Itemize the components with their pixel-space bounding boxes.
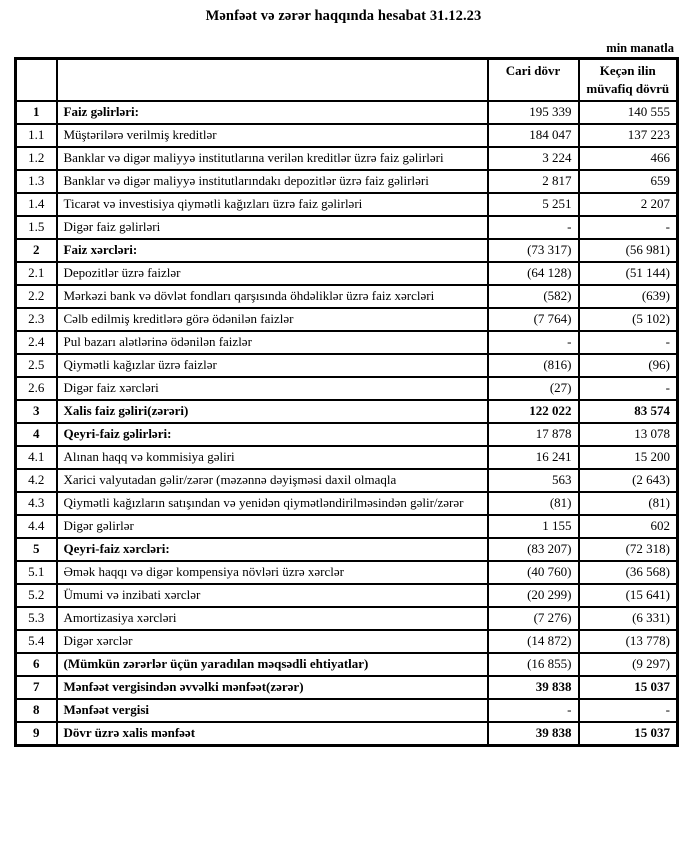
indicator-cell: Qiymətli kağızların satışından və yenidən qiymətləndirilməsindən gəlir/zərər — [57, 492, 488, 515]
current-value-cell: 3 224 — [488, 147, 579, 170]
table-row — [16, 262, 678, 285]
current-value-cell: (7 764) — [488, 308, 579, 331]
header-current-period: Cari dövr — [488, 59, 579, 102]
table-row — [16, 469, 678, 492]
prior-value-cell: (96) — [579, 354, 678, 377]
indicator-cell: Banklar və digər maliyyə institutlarındakı depozitlər üzrə faiz gəlirləri — [57, 170, 488, 193]
indicator-cell: Digər faiz xərcləri — [57, 377, 488, 400]
current-value-cell: (73 317) — [488, 239, 579, 262]
current-value-cell: (27) — [488, 377, 579, 400]
current-value-cell: (7 276) — [488, 607, 579, 630]
table-row — [16, 101, 678, 124]
prior-value-cell: - — [579, 377, 678, 400]
prior-value-cell: (9 297) — [579, 653, 678, 676]
row-no-cell: 4.4 — [16, 515, 57, 538]
row-no-cell: 5 — [16, 538, 57, 561]
indicator-cell: Mənfəət vergisi — [57, 699, 488, 722]
indicator-cell: (Mümkün zərərlər üçün yaradılan məqsədli ehtiyatlar) — [57, 653, 488, 676]
table-row — [16, 630, 678, 653]
row-no-cell: 9 — [16, 722, 57, 746]
indicator-cell: Xarici valyutadan gəlir/zərər (məzənnə dəyişməsi daxil olmaqla — [57, 469, 488, 492]
current-value-cell: 122 022 — [488, 400, 579, 423]
indicator-cell: Mərkəzi bank və dövlət fondları qarşısında öhdəliklər üzrə faiz xərcləri — [57, 285, 488, 308]
row-no-cell: 6 — [16, 653, 57, 676]
indicator-cell: Qeyri-faiz xərcləri: — [57, 538, 488, 561]
indicator-cell: Qeyri-faiz gəlirləri: — [57, 423, 488, 446]
table-row — [16, 492, 678, 515]
table-row — [16, 354, 678, 377]
current-value-cell: (16 855) — [488, 653, 579, 676]
indicator-cell: Cəlb edilmiş kreditlərə görə ödənilən faizlər — [57, 308, 488, 331]
prior-value-cell: - — [579, 216, 678, 239]
table-row — [16, 216, 678, 239]
indicator-cell: Depozitlər üzrə faizlər — [57, 262, 488, 285]
table-row — [16, 607, 678, 630]
table-row — [16, 699, 678, 722]
row-no-cell: 5.3 — [16, 607, 57, 630]
table-row — [16, 308, 678, 331]
header-indicator — [57, 59, 488, 102]
prior-value-cell: (72 318) — [579, 538, 678, 561]
current-value-cell: 17 878 — [488, 423, 579, 446]
indicator-cell: Xalis faiz gəliri(zərəri) — [57, 400, 488, 423]
table-row — [16, 377, 678, 400]
table-row — [16, 147, 678, 170]
row-no-cell: 2.3 — [16, 308, 57, 331]
indicator-cell: Əmək haqqı və digər kompensiya növləri üzrə xərclər — [57, 561, 488, 584]
indicator-cell: Dövr üzrə xalis mənfəət — [57, 722, 488, 746]
prior-value-cell: 602 — [579, 515, 678, 538]
table-row — [16, 423, 678, 446]
current-value-cell: 39 838 — [488, 676, 579, 699]
table-row — [16, 561, 678, 584]
current-value-cell: (20 299) — [488, 584, 579, 607]
prior-value-cell: - — [579, 331, 678, 354]
current-value-cell: (81) — [488, 492, 579, 515]
row-no-cell: 2.1 — [16, 262, 57, 285]
current-value-cell: 5 251 — [488, 193, 579, 216]
table-row — [16, 193, 678, 216]
prior-value-cell: (36 568) — [579, 561, 678, 584]
row-no-cell: 4.3 — [16, 492, 57, 515]
current-value-cell: (582) — [488, 285, 579, 308]
prior-value-cell: (6 331) — [579, 607, 678, 630]
indicator-cell: Alınan haqq və kommisiya gəliri — [57, 446, 488, 469]
prior-value-cell: 15 037 — [579, 722, 678, 746]
current-value-cell: 184 047 — [488, 124, 579, 147]
current-value-cell: 1 155 — [488, 515, 579, 538]
current-value-cell: - — [488, 216, 579, 239]
prior-value-cell: 13 078 — [579, 423, 678, 446]
indicator-cell: Digər gəlirlər — [57, 515, 488, 538]
indicator-cell: Pul bazarı alətlərinə ödənilən faizlər — [57, 331, 488, 354]
income-statement-table — [14, 57, 679, 747]
prior-value-cell: (15 641) — [579, 584, 678, 607]
row-no-cell: 5.4 — [16, 630, 57, 653]
current-value-cell: (14 872) — [488, 630, 579, 653]
indicator-cell: Faiz xərcləri: — [57, 239, 488, 262]
table-row — [16, 239, 678, 262]
prior-value-cell: 83 574 — [579, 400, 678, 423]
report-title: Mənfəət və zərər haqqında hesabat 31.12.23 — [205, 8, 482, 24]
indicator-cell: Ümumi və inzibati xərclər — [57, 584, 488, 607]
indicator-cell: Müştərilərə verilmiş kreditlər — [57, 124, 488, 147]
prior-value-cell: (639) — [579, 285, 678, 308]
prior-value-cell: 15 037 — [579, 676, 678, 699]
table-row — [16, 515, 678, 538]
row-no-cell: 2.5 — [16, 354, 57, 377]
current-value-cell: 39 838 — [488, 722, 579, 746]
table-row — [16, 676, 678, 699]
prior-value-cell: (81) — [579, 492, 678, 515]
report-table-body — [16, 101, 678, 746]
indicator-cell: Ticarət və investisiya qiymətli kağızları üzrə faiz gəlirləri — [57, 193, 488, 216]
table-row — [16, 538, 678, 561]
row-no-cell: 1.2 — [16, 147, 57, 170]
row-no-cell: 2.6 — [16, 377, 57, 400]
row-no-cell: 2.4 — [16, 331, 57, 354]
prior-value-cell: - — [579, 699, 678, 722]
row-no-cell: 5.2 — [16, 584, 57, 607]
unit-note: min manatla — [606, 41, 674, 55]
indicator-cell: Mənfəət vergisindən əvvəlki mənfəət(zərər) — [57, 676, 488, 699]
prior-value-cell: 2 207 — [579, 193, 678, 216]
row-no-cell: 2 — [16, 239, 57, 262]
table-row — [16, 285, 678, 308]
row-no-cell: 1.4 — [16, 193, 57, 216]
row-no-cell: 3 — [16, 400, 57, 423]
header-prior-period: Keçən ilin müvafiq dövrü — [579, 59, 678, 102]
row-no-cell: 4 — [16, 423, 57, 446]
indicator-cell: Digər xərclər — [57, 630, 488, 653]
prior-value-cell: 137 223 — [579, 124, 678, 147]
row-no-cell: 4.2 — [16, 469, 57, 492]
row-no-cell: 1 — [16, 101, 57, 124]
prior-value-cell: 466 — [579, 147, 678, 170]
table-row — [16, 584, 678, 607]
current-value-cell: (64 128) — [488, 262, 579, 285]
row-no-cell: 7 — [16, 676, 57, 699]
table-row — [16, 170, 678, 193]
indicator-cell: Faiz gəlirləri: — [57, 101, 488, 124]
table-row — [16, 331, 678, 354]
current-value-cell: 2 817 — [488, 170, 579, 193]
header-row-no — [16, 59, 57, 102]
current-value-cell: 195 339 — [488, 101, 579, 124]
prior-value-cell: 659 — [579, 170, 678, 193]
prior-value-cell: (5 102) — [579, 308, 678, 331]
table-header — [16, 59, 678, 102]
indicator-cell: Digər faiz gəlirləri — [57, 216, 488, 239]
current-value-cell: (816) — [488, 354, 579, 377]
prior-value-cell: (56 981) — [579, 239, 678, 262]
row-no-cell: 8 — [16, 699, 57, 722]
table-row — [16, 722, 678, 746]
row-no-cell: 1.5 — [16, 216, 57, 239]
current-value-cell: - — [488, 331, 579, 354]
table-row — [16, 124, 678, 147]
current-value-cell: - — [488, 699, 579, 722]
indicator-cell: Amortizasiya xərcləri — [57, 607, 488, 630]
current-value-cell: 16 241 — [488, 446, 579, 469]
row-no-cell: 4.1 — [16, 446, 57, 469]
prior-value-cell: 15 200 — [579, 446, 678, 469]
prior-value-cell: (13 778) — [579, 630, 678, 653]
indicator-cell: Qiymətli kağızlar üzrə faizlər — [57, 354, 488, 377]
table-row — [16, 653, 678, 676]
prior-value-cell: (2 643) — [579, 469, 678, 492]
row-no-cell: 2.2 — [16, 285, 57, 308]
indicator-cell: Banklar və digər maliyyə institutlarına verilən kreditlər üzrə faiz gəlirləri — [57, 147, 488, 170]
header-row — [16, 59, 678, 102]
row-no-cell: 1.1 — [16, 124, 57, 147]
table-row — [16, 446, 678, 469]
current-value-cell: 563 — [488, 469, 579, 492]
prior-value-cell: (51 144) — [579, 262, 678, 285]
current-value-cell: (40 760) — [488, 561, 579, 584]
prior-value-cell: 140 555 — [579, 101, 678, 124]
row-no-cell: 1.3 — [16, 170, 57, 193]
row-no-cell: 5.1 — [16, 561, 57, 584]
table-row — [16, 400, 678, 423]
current-value-cell: (83 207) — [488, 538, 579, 561]
